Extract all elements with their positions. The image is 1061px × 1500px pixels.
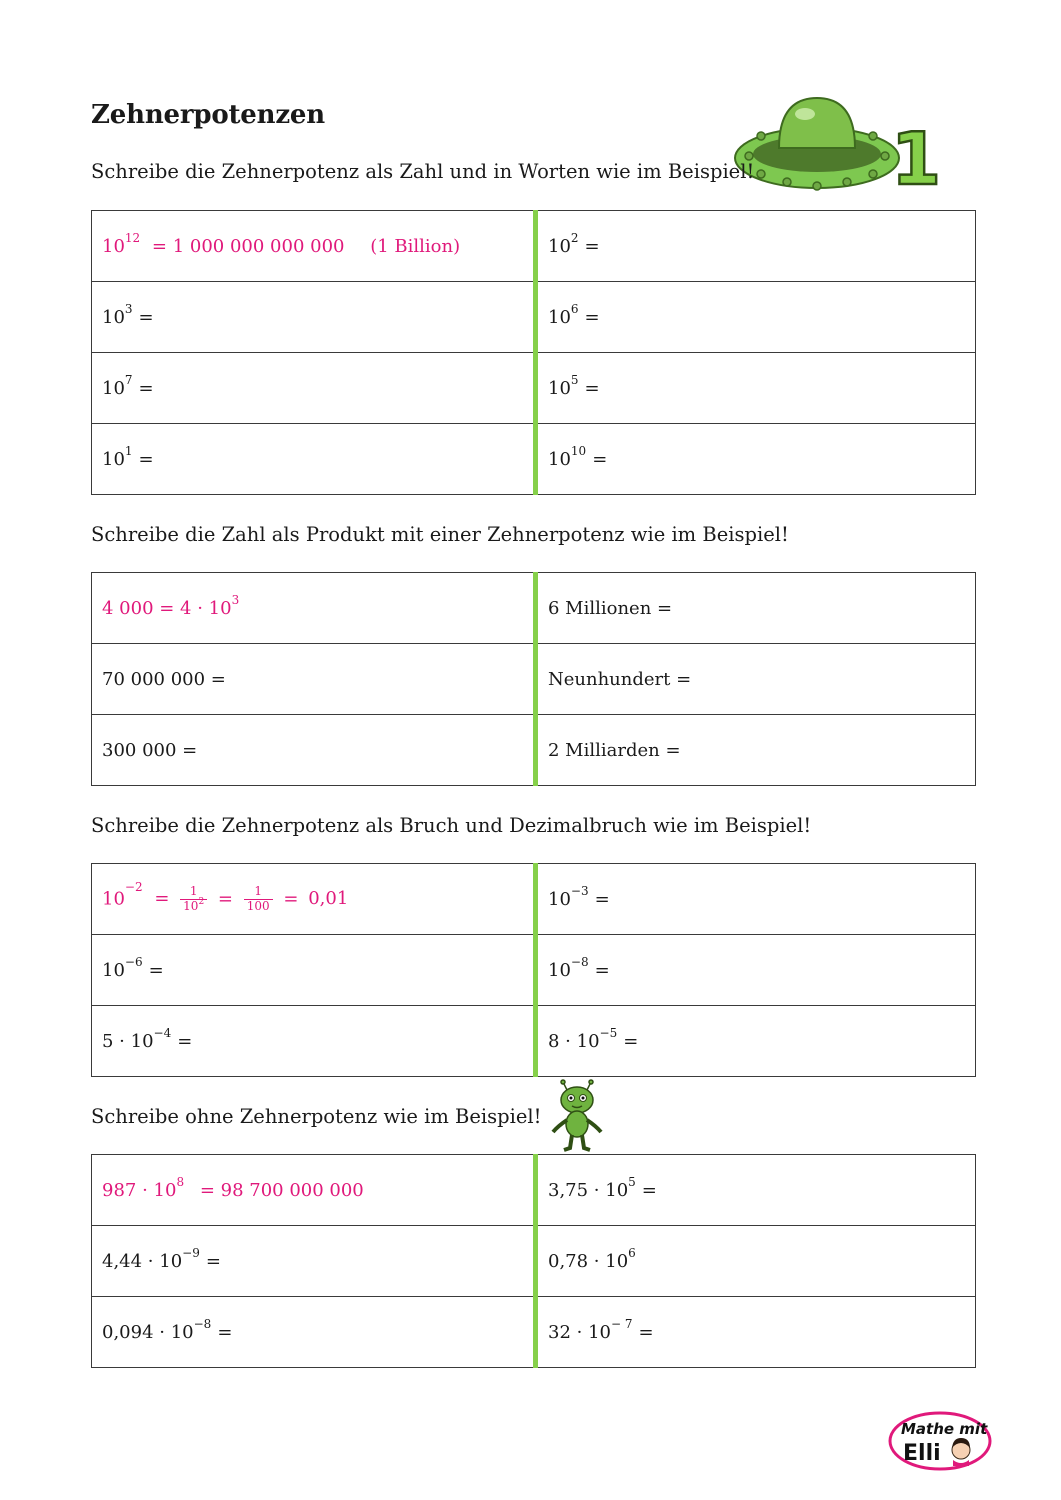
fraction-1: $\frac{1}{10^2}$ (180, 885, 207, 914)
answer-cell[interactable]: $10^2$ = (536, 211, 976, 282)
example-cell: 4 $000 = 4 \cdot 10^3$ (92, 573, 536, 644)
answer-cell[interactable]: 2 Milliarden = (536, 715, 976, 786)
answer-cell[interactable]: $8 \cdot 10^{-5}$ = (536, 1006, 976, 1077)
instruction-4: Schreibe ohne Zehnerpotenz wie im Beispiel! (91, 1105, 542, 1128)
ufo-icon (733, 96, 942, 201)
example-cell: $987 \cdot 10^8 = 98$ 700 000 000 (92, 1155, 536, 1226)
alien-icon (550, 1080, 604, 1152)
answer-cell[interactable]: Neunhundert = (536, 644, 976, 715)
table-powers-to-numbers (91, 210, 976, 495)
answer-cell[interactable]: $10^{10}$ = (536, 424, 976, 495)
answer-cell[interactable]: $10^6$ = (536, 282, 976, 353)
instruction-1: Schreibe die Zehnerpotenz als Zahl und in Worten wie im Beispiel! (91, 160, 755, 183)
answer-cell[interactable]: $32 \cdot 10^{- 7}$ = (536, 1297, 976, 1368)
answer-cell[interactable]: $5 \cdot 10^{-4}$ = (92, 1006, 536, 1077)
answer-cell[interactable]: $3,75 \cdot 10^5$ = (536, 1155, 976, 1226)
answer-cell[interactable]: $10^5$ = (536, 353, 976, 424)
answer-cell[interactable]: $10^{-3}$ = (536, 864, 976, 935)
svg-text:Elli: Elli (903, 1441, 941, 1466)
answer-cell[interactable]: $10^1$ = (92, 424, 536, 495)
answer-cell[interactable]: $10^{-8}$ = (536, 935, 976, 1006)
answer-cell[interactable]: $4,44 \cdot 10^{-9}$ = (92, 1226, 536, 1297)
answer-cell[interactable]: $0,78 \cdot 10^6$ (536, 1226, 976, 1297)
page-title: Zehnerpotenzen (91, 100, 325, 130)
fraction-2: $\frac{1}{100}$ (244, 885, 273, 914)
page-number: 1 (891, 117, 942, 201)
answer-cell[interactable]: $10^7$ = (92, 353, 536, 424)
answer-cell[interactable]: $10^3$ = (92, 282, 536, 353)
example-cell: $10^{-2}$ = $\frac{1}{10^2}$ = $\frac{1}{100}$ = 0,01 (92, 864, 536, 935)
mathe-mit-elli-logo (887, 1410, 993, 1472)
table-numbers-to-products (91, 572, 976, 786)
answer-cell[interactable]: $0,094 \cdot 10^{-8}$ = (92, 1297, 536, 1368)
answer-cell[interactable]: 6 Millionen = (536, 573, 976, 644)
svg-text:Mathe mit: Mathe mit (901, 1420, 988, 1438)
answer-cell[interactable]: 70 000 000 = (92, 644, 536, 715)
answer-cell[interactable]: 300 000 = (92, 715, 536, 786)
table-powers-to-fractions (91, 863, 976, 1077)
example-cell: $10^{12} = 1$ 000 000 000 000 (1 Billion) (92, 211, 536, 282)
answer-cell[interactable]: $10^{-6}$ = (92, 935, 536, 1006)
instruction-3: Schreibe die Zehnerpotenz als Bruch und Dezimalbruch wie im Beispiel! (91, 814, 812, 837)
instruction-2: Schreibe die Zahl als Produkt mit einer Zehnerpotenz wie im Beispiel! (91, 523, 789, 546)
table-without-powers (91, 1154, 976, 1368)
